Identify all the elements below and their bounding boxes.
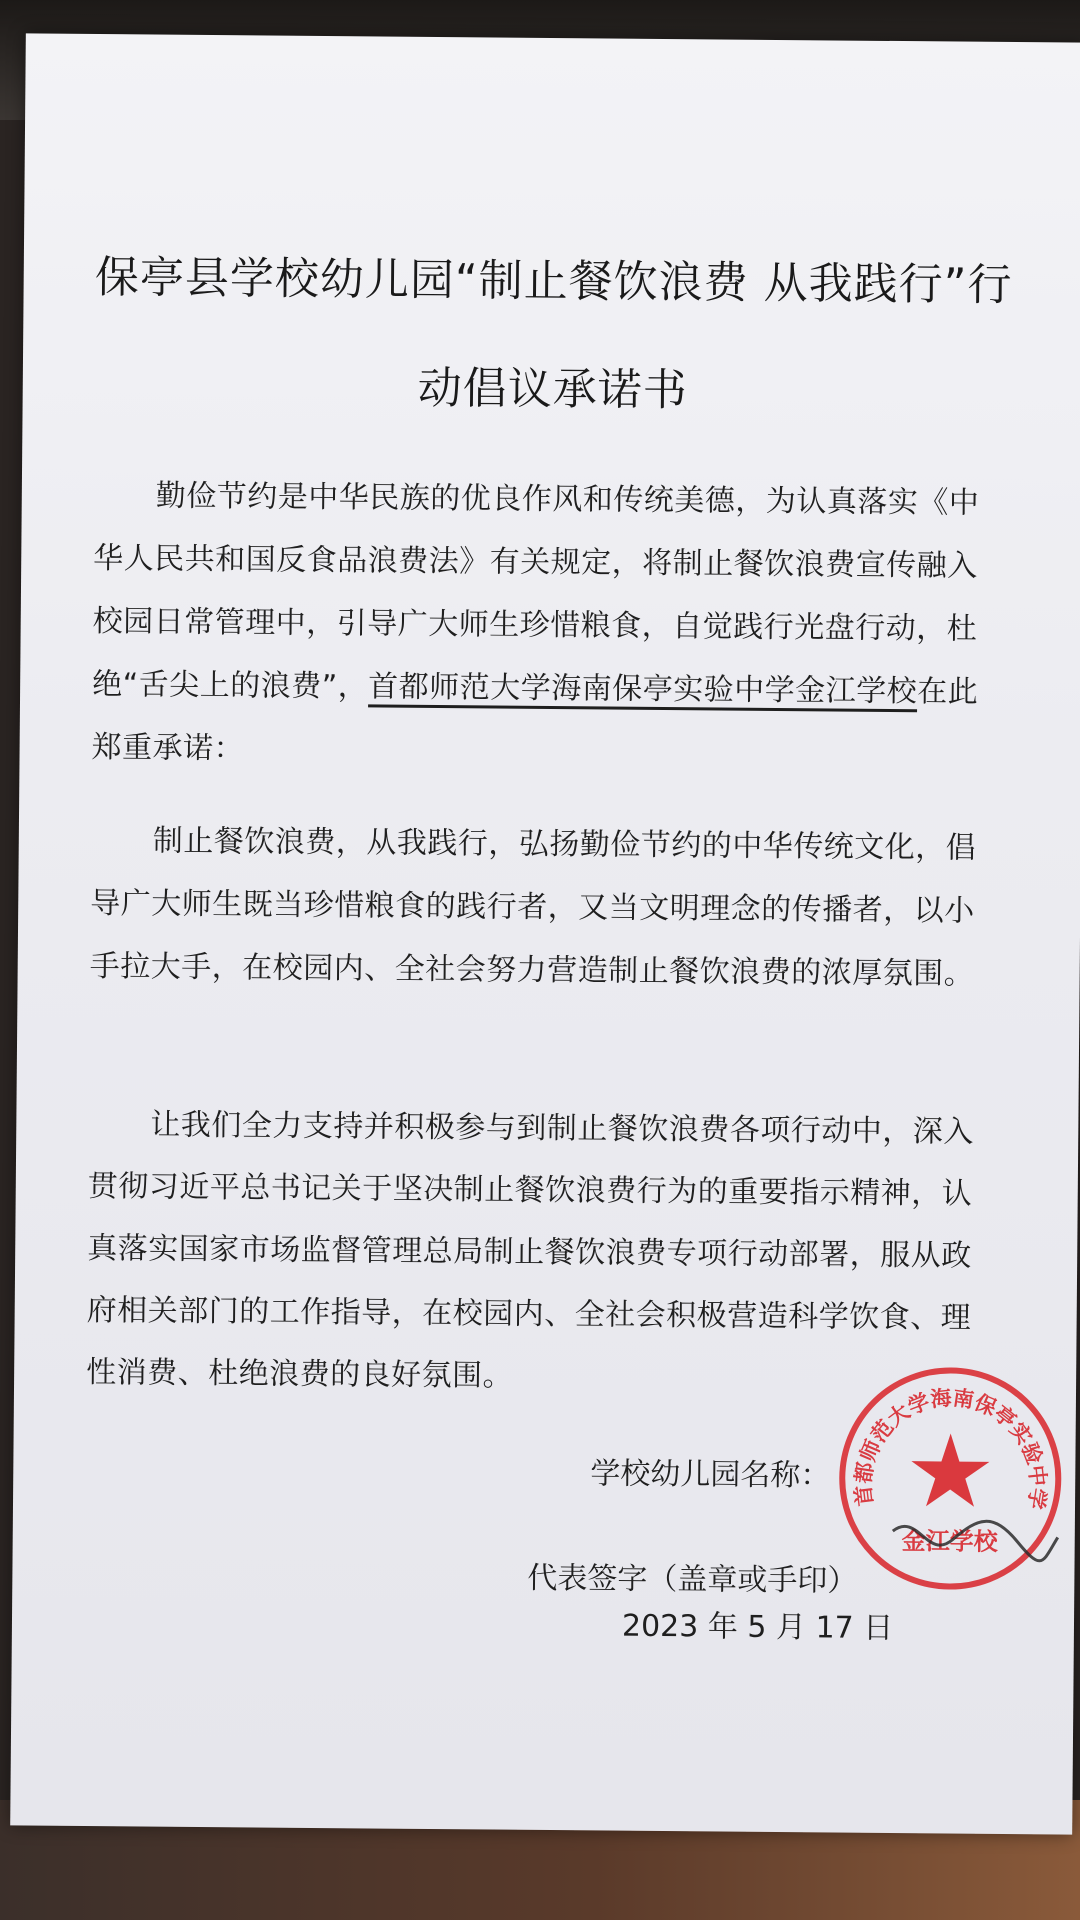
seal-ring-text: 首都师范大学海南保亭实验中学 [851, 1385, 1051, 1511]
date-line: 2023 年 5 月 17 日 [621, 1608, 894, 1647]
document-title: 保亭县学校幼儿园“制止餐饮浪费 从我践行”行动倡议承诺书 [94, 252, 1013, 417]
seal-school-text: 金江学校 [901, 1527, 998, 1556]
paper-sheet [10, 33, 1080, 1834]
seal-star-icon [911, 1433, 990, 1507]
intro-commitment: 在此郑重承诺： [91, 674, 979, 767]
paragraph-commitment: 制止餐饮浪费，从我践行，弘扬勤俭节约的中华传统文化，倡导广大师生既当珍惜粮食的践行者，又当文明理念的传播者，以小手拉大手，在校园内、全社会努力营造制止餐饮浪费的浓厚氛围。 [89, 823, 977, 992]
intro-text: 勤俭节约是中华民族的优良作风和传统美德，为认真落实《中华人民共和国反食品浪费法》有关规定，将制止餐饮浪费宣传融入校园日常管理中，引导广大师生珍惜粮食，自觉践行光盘行动，杜绝“舌尖上的浪费”， [92, 478, 980, 705]
paragraph-call-to-action: 让我们全力支持并积极参与到制止餐饮浪费各项行动中，深入贯彻习近平总书记关于坚决制止餐饮浪费行为的重要指示精神，认真落实国家市场监督管理总局制止餐饮浪费专项行动部署，服从政府相关部门的工作指导，在校园内、全社会积极营造科学饮食、理性消费、杜绝浪费的良好氛围。 [86, 1107, 974, 1394]
school-name-label: 学校幼儿园名称： [590, 1456, 831, 1494]
school-name: 首都师范大学海南保亭实验中学金江学校 [368, 669, 918, 710]
official-seal-stamp [832, 1361, 1069, 1598]
paragraph-intro [91, 464, 994, 787]
representative-signature-label: 代表签字（盖章或手印） [527, 1560, 858, 1599]
